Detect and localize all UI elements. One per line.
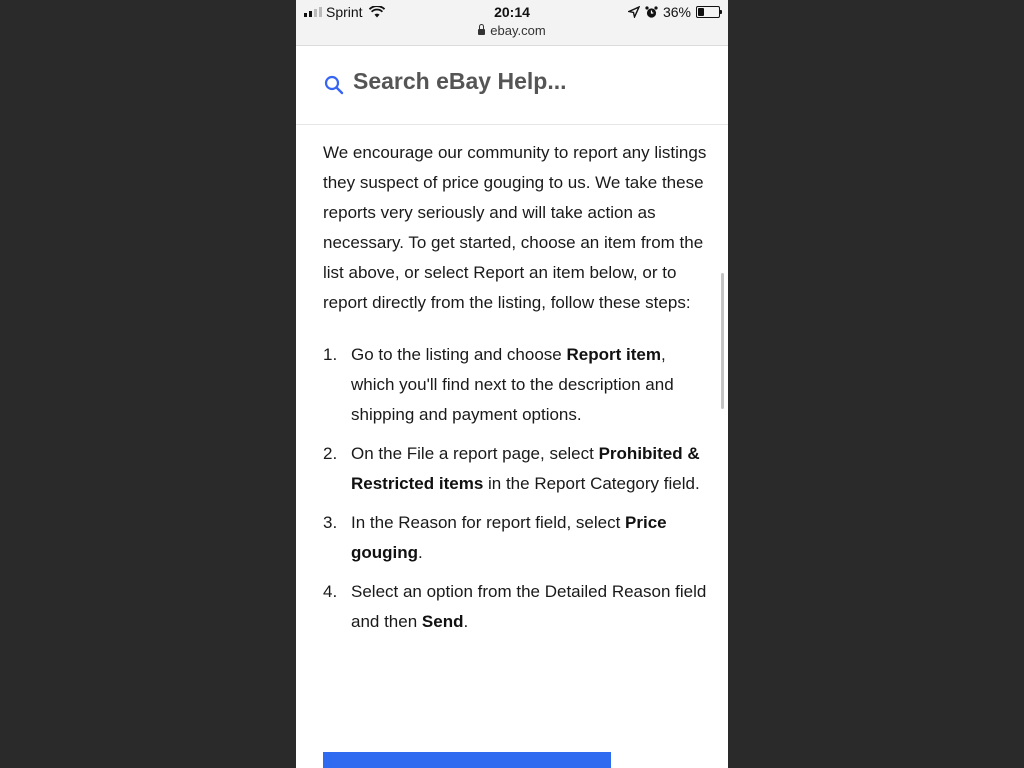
step-text: . [418, 543, 423, 562]
article-body [323, 138, 709, 646]
step-text: Go to the listing and choose [351, 345, 567, 364]
status-right-group [628, 4, 720, 20]
steps-list [323, 340, 709, 637]
step-item [323, 340, 709, 430]
battery-fill [698, 8, 704, 16]
search-bar[interactable] [296, 46, 728, 125]
alarm-icon [645, 6, 658, 19]
step-number: 3. [323, 513, 338, 532]
url-text: ebay.com [490, 23, 546, 38]
lock-icon [478, 29, 485, 35]
step-number: 1. [323, 345, 338, 364]
location-arrow-icon [628, 6, 640, 18]
status-bar [296, 0, 728, 46]
step-bold-text: Prohibited & Restricted items [351, 444, 700, 493]
battery-icon [696, 6, 720, 18]
step-number: 4. [323, 582, 338, 601]
step-text: Select an option from the Detailed Reason field and then [351, 582, 707, 631]
battery-percent: 36% [662, 4, 691, 20]
phone-screen [296, 0, 728, 768]
step-bold-text: Send [421, 612, 464, 631]
report-an-item-button[interactable] [323, 752, 611, 768]
clock: 20:14 [494, 4, 530, 20]
address-url[interactable] [296, 23, 728, 38]
carrier-label: Sprint [326, 4, 363, 20]
step-bold-text: Price gouging [351, 513, 667, 562]
step-item [323, 577, 709, 637]
step-text: On the File a report page, select [351, 444, 599, 463]
step-number: 2. [323, 444, 338, 463]
step-text: . [463, 612, 469, 631]
step-item [323, 508, 709, 568]
page-scrollbar[interactable] [721, 273, 724, 409]
search-input[interactable]: Search eBay Help... [353, 68, 567, 94]
step-item [323, 439, 709, 499]
intro-paragraph: We encourage our community to report any listings they suspect of price gouging to us. We take these reports very seriously and will take action as necessary. To get started, choose an item from the list above, or select Report an item below, or to report directly from the listing, follow these steps: [323, 143, 707, 312]
step-text: , which you'll find next to the description and shipping and payment options. [351, 345, 674, 424]
step-text: in the Report Category field. [483, 474, 700, 493]
step-bold-text: Report item [566, 345, 661, 364]
search-icon[interactable] [324, 75, 344, 95]
step-text: In the Reason for report field, select [351, 513, 626, 532]
